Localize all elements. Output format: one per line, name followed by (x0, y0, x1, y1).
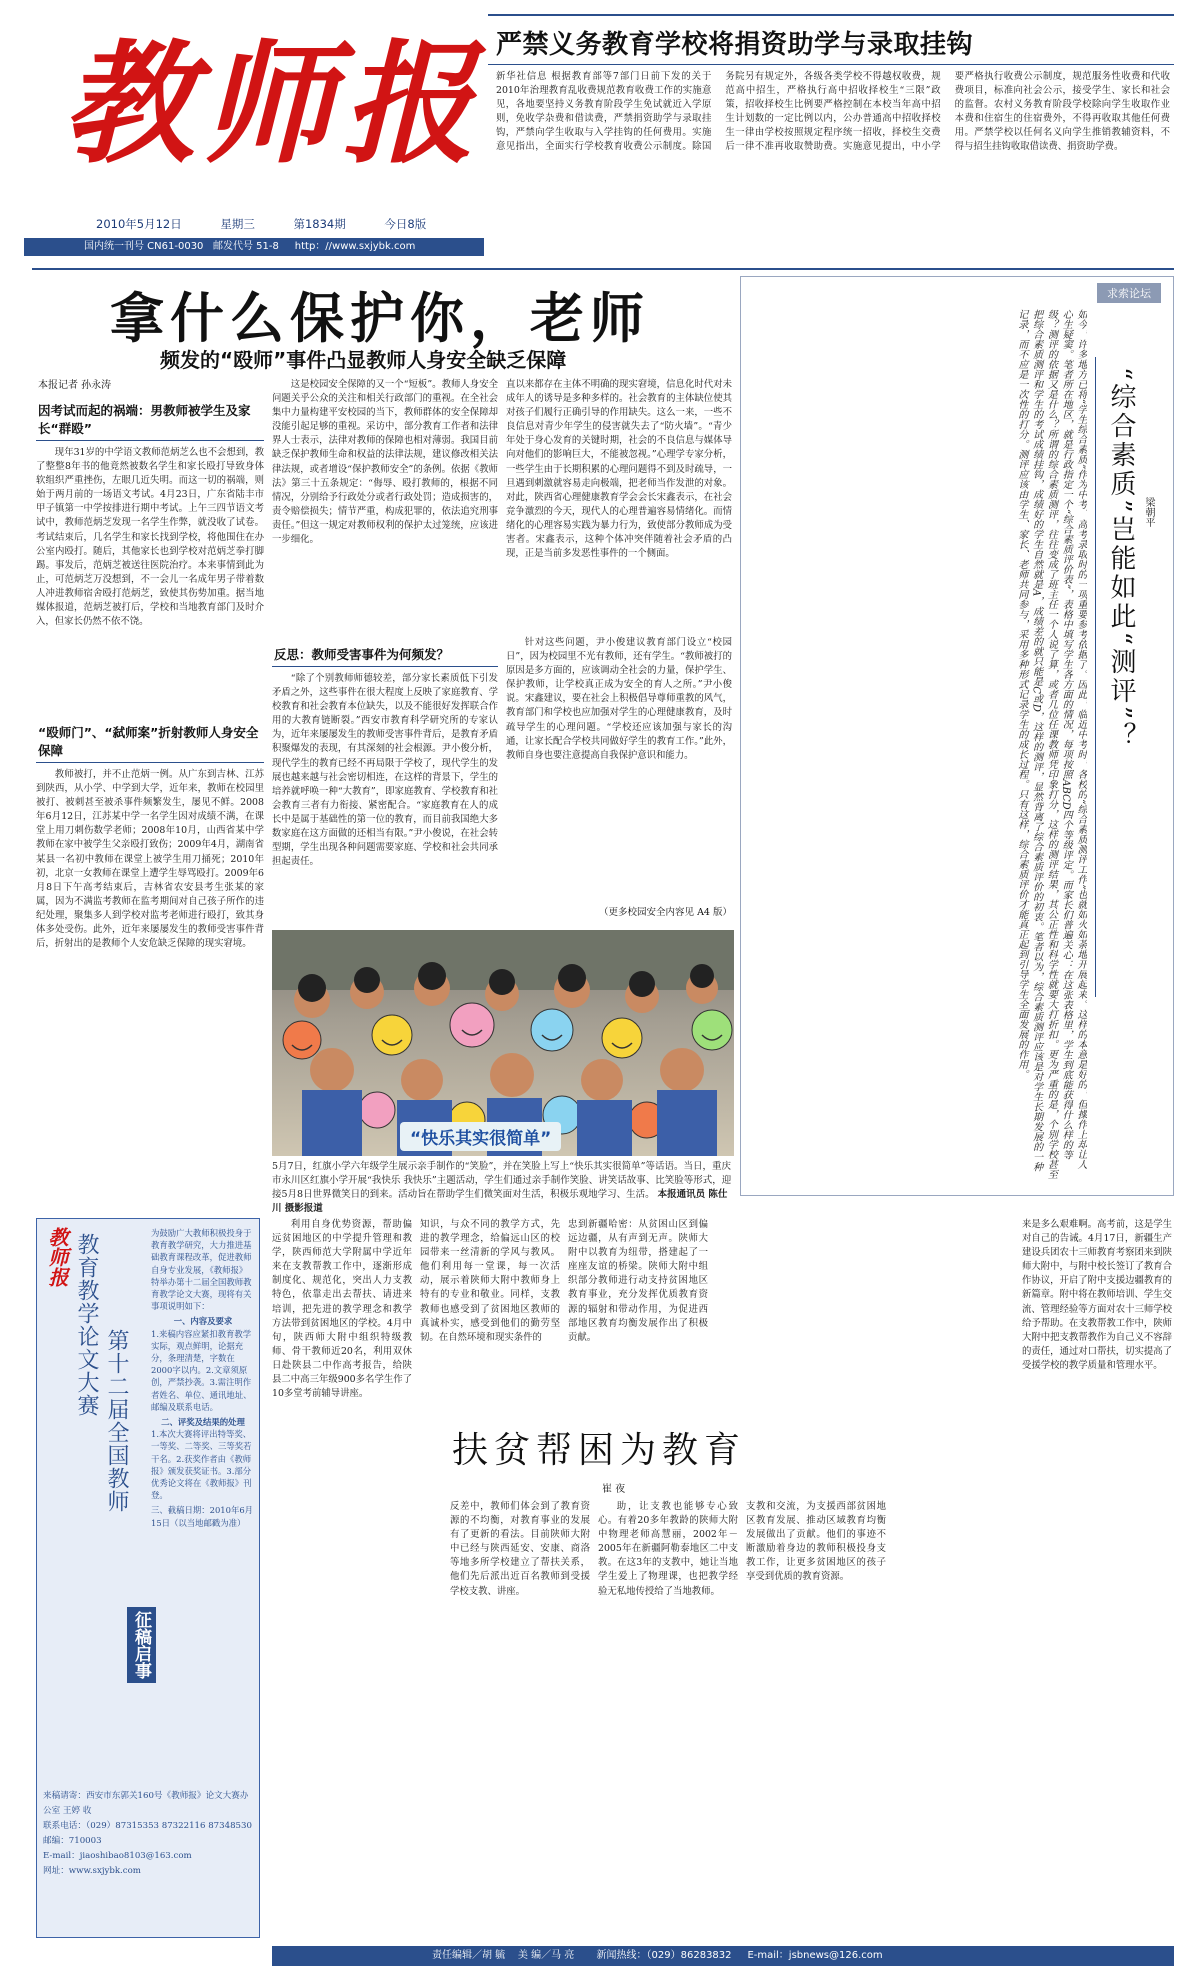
top-news-body: 新华社信息 根据教育部等7部门日前下发的关于2010年治理教育乱收费规范教育收费工作的实施意见，各地要坚持义务教育阶段学生免试就近入学原则，免收学杂费和借读费，严禁捐资助学与录取挂钩，严禁向学生收取与入学挂钩的任何费用。实施意见指出，全面实行学校教育收费公示制度。除国务院另有规定外，各级各类学校不得越权收费，规范高中招生，严格执行高中招收择校生“三限”政策，招收择校生比例要严格控制在本校当年高中招生计划数的一定比例以内，公办普通高中招收择校生一律由学校按照规定程序统一招收，择校生交费后一律不准再收取赞助费。实施意见提出，中小学要严格执行收费公示制度，规范服务性收费和代收费项目，标准向社会公示，接受学生、家长和社会的监督。农村义务教育阶段学校除向学生收取作业本费和住宿生的住宿费外，不得再收取其他任何费用。严禁学校以任何名义向学生推销教辅资料，不得与招生挂钩收取借读费、捐资助学费。 (496, 71, 1170, 153)
main-col-1 (36, 398, 264, 1058)
commentary-author: 梁朝平 (1143, 497, 1154, 527)
website-link[interactable]: http：//www.sxjybk.com (294, 241, 416, 252)
ad-section-1: 一、内容及要求 (173, 1316, 233, 1327)
section-heading-2: “殴师门”、“弑师案”折射教师人身安全保障 (36, 720, 264, 763)
issn: 国内统一刊号 CN61-0030 (84, 241, 204, 252)
ad-body (151, 1227, 255, 1783)
commentary-box (740, 276, 1174, 1196)
essay (272, 1218, 1174, 1938)
ad-email[interactable]: E-mail：jiaoshibao8103@163.com (43, 1851, 192, 1861)
ad-title-col-1: 教育教学论文大赛 (74, 1233, 99, 1417)
col-3-text-2: 针对这些问题，尹小俊建议教育部门设立“校园日”，因为校园里不光有教师，还有学生。“教师被打的原因是多方面的，应该调动全社会的力量，保护学生、保护教师，让学校真正成为安全的育人之所。”尹小俊说。宋鑫建议，要在社会上积极倡导尊师重教的风气，教育部门和学校也应加强对学生的心理健康教育，及时疏导学生的心理问题。“学校还应该加强与家长的沟通，让家长配合学校共同做好学生的教育工作。”此外，教师自身也要注意提高自我保护意识和能力。 (506, 637, 732, 761)
essay-col-1: 利用自身优势资源，帮助偏远贫困地区的中学提升管理和教学，陕西师范大学附属中学近年来在支教帮教工作中，逐渐形成制度化、规范化，突出人力支教特色，依靠走出去帮扶、请进来培训，把先进的教学理念和教学方法带到贫困地区的学校。4月中旬，陕西师大附中组织特级教师、骨干教师近20名，利用双休日赴陕县二中作高考报告，给陕县二中高三年级900多名学生作了10多堂考前辅导讲座。 (272, 1219, 412, 1400)
top-news-rule (488, 14, 1174, 16)
ad-section-3: 三、截稿日期：2010年6月15日（以当地邮戳为准） (151, 1505, 254, 1528)
footer-hotline: 新闻热线：（029）86283832 (596, 1950, 732, 1961)
top-news-headline: 严禁义务教育学校将捐资助学与录取挂钩 (496, 30, 974, 60)
ad-website[interactable]: 网址：www.sxjybk.com (43, 1866, 141, 1876)
ad-section-1-body: 1.来稿内容应紧扣教育教学实际，观点鲜明，论据充分，条理清楚，字数在2000字以内。2.文章须原创，严禁抄袭。3.需注明作者姓名、单位、通讯地址、邮编及联系电话。 (151, 1328, 252, 1412)
photo-sign: “快乐其实很简单” (400, 1122, 561, 1151)
ad-title-col-2: 第十二届全国教师 (104, 1329, 129, 1513)
photo-credit: 本报通讯员 陈仕川 摄影报道 (272, 1189, 728, 1214)
commentary-body: 如今，许多地方已将“学生综合素质”作为中考、高考录取时的一项重要参考依据了。因此，临近中考时，各校的“综合素质测评工作”也就如火如荼地开展起来。这样的本意是好的，但操作上却让人心生疑窦。笔者所在地区，就是行政指定一个“综合素质评价表”，表格中填写学生各方面的情况，每项按照ABCD四个等级评定。而家长们普遍关心：在这张表格里，学生到底能获得什么样的等级？测评的依据又是什么？所谓的综合素质测评，往往变成了班主任一个人说了算，或者几位任课教师凭印象打分，这样的测评结果，其公正性和科学性就要大打折扣。更为严重的是，个别学校甚至把综合素质测评和学生的考试成绩挂钩，成绩好的学生自然就是A，成绩差的就只能是C或D，这样的测评，显然背离了综合素质评价的初衷。笔者以为，综合素质测评应该是对学生长期发展的一种记录，而不应是一次性的打分。测评应该由学生、家长、老师共同参与，采用多种形式记录学生的成长过程。只有这样，综合素质评价才能真正起到引导学生全面发展的作用。 (1015, 309, 1086, 1179)
ad-section-2-body: 1.本次大赛将评出特等奖、一等奖、二等奖、三等奖若干名。2.获奖作者由《教师报》颁发获奖证书。3.部分优秀论文将在《教师报》刊登。 (151, 1429, 252, 1501)
photo-caption (272, 1160, 734, 1216)
essay-col-7: 支教和交流，为支援西部贫困地区教育发展、推动区域教育均衡发展做出了贡献。他们的事迹不断激励着身边的教师积极投身支教工作，让更多贫困地区的孩子享受到优质的教育资源。 (746, 1501, 886, 1583)
section-heading-1: 因考试而起的祸端：男教师被学生及家长“群殴” (36, 398, 264, 441)
essay-col-4: 来是多么艰难啊。高考前，这是学生对自己的告诫。4月17日，新疆生产建设兵团农十三师教育考察团来到陕师大附中，与附中校长签订了教育合作协议，开启了附中支援边疆教育的新篇章。附中将在教师培训、学生交流、管理经验等方面对农十三师学校给予帮助。在支教帮教工作中，陕师大附中把支教帮教作为自己义不容辞的责任，通过对口帮扶，切实提高了受援学校的教学质量和管理水平。 (1022, 1219, 1172, 1371)
footer-email[interactable]: E-mail：jsbnews@126.com (747, 1950, 883, 1961)
col-3-text-1: 直以来都存在主体不明确的现实窘境，信息化时代对未成年人的诱导是多种多样的。社会教育的主体缺位使其对孩子们履行正确引导的作用缺失。这么一来，一些不良信息对青少年学生的侵害就失去了“防火墙”。“青少年处于身心发育的关键时期，社会的不良信息与媒体导向对他们的影响巨大，不能被忽视。”心理学专家分析，一些学生由于长期积累的心理问题得不到及时疏导，一旦遇到刺激就容易走向极端，把老师当作发泄的对象。对此，陕西省心理健康教育学会会长宋鑫表示，在社会竞争激烈的今天，现代人的心理普遍容易情绪化。而情绪化的心理容易实践为暴力行为，致使部分教师成为受害者。宋鑫表示，这种个体冲突伴随着社会矛盾的凸现，正是当前多发恶性事件的一个侧面。 (506, 379, 732, 560)
postal-code: 邮发代号 51-8 (212, 241, 279, 252)
main-byline: 本报记者 孙永涛 (38, 380, 112, 391)
ad-contact (43, 1789, 253, 1879)
main-subheadline: 频发的“殴师”事件凸显教师人身安全缺乏保障 (160, 348, 567, 372)
ad-logo: 教师报 (45, 1227, 69, 1287)
date: 2010年5月12日 (96, 217, 182, 231)
essay-col-3: 忠到新疆哈密：从贫困山区到偏远边疆，从有声到无声。陕师大附中以教育为纽带，搭建起了一座座友谊的桥梁。陕师大附中组织部分教师进行动支持贫困地区教育事业，充分发挥优质教育资源的辐射和带动作用，为促进西部地区教育均衡发展作出了积极贡献。 (568, 1219, 708, 1343)
photo-caption-text: 5月7日，红旗小学六年级学生展示亲手制作的“笑脸”，并在笑脸上写上“快乐其实很简单”等话语。当日，重庆市永川区红旗小学开展“我快乐 我快乐”主题活动，学生们通过亲手制作笑脸、讲笑话故事、比笑脸等形式，迎接5月8日世界微笑日的到来。活动旨在帮助学生们微笑面对生活，积极乐观地学习、生活。 (272, 1161, 732, 1200)
issn-bar (24, 238, 484, 256)
col-2-text-2: “除了个别教师师德较差，部分家长素质低下引发矛盾之外，这些事件在很大程度上反映了家庭教育、学校教育和社会教育本位缺失，以及不能很好发挥联合作用的大教育链断裂。”西安市教育科学研究所的专家认为，近年来屡屡发生的教师受害事件背后，是教育矛盾积聚爆发的表现，有其深刻的社会根源。尹小俊分析，现代学生的教育已经不再局限于学校了，现代学生的发展也越来越与社会密切相连，在这样的背景下，学生的培养就呼唤一种“大教育”，即家庭教育、学校教育和社会教育三者有力衔接、紧密配合。“家庭教育在人的成长中是属于基础性的第一位的教育，而目前我国绝大多数家庭在这方面做的还相当有限。”尹小俊说，在社会转型期，学生出现各种问题需要家庭、学校和社会共同承担起责任。 (272, 673, 498, 868)
ad-section-2: 二、评奖及结果的处理 (161, 1417, 245, 1428)
continued-note: （更多校园安全内容见 A4 版） (599, 907, 732, 918)
news-photo (272, 930, 734, 1156)
top-news (488, 18, 1174, 264)
main-col-3 (506, 378, 732, 923)
commentary-title-rule (1095, 357, 1096, 997)
main-col-2 (272, 378, 498, 923)
col-2-text-1: 这是校园安全保障的又一个“短板”。教师人身安全问题关乎公众的关注和相关行政部门的重视。在全社会集中力量构建平安校园的当下，教师群体的安全保障却没能引起足够的重视。采访中，部分教育工作者和法律界人士表示，法律对教师的保障也相对薄弱。我国目前缺乏保护教师生命和权益的法律法规，建议修改相关法律法规，或者增设“保护教师安全”的条例。依据《教师法》第三十五条规定：“侮辱、殴打教师的，根据不同情况，分别给予行政处分或者行政处罚；造成损害的，责令赔偿损失；情节严重，构成犯罪的，依法追究刑事责任。”但这一规定对教师权利的保护太过笼统，应该进一步细化。 (272, 379, 498, 546)
footer-bar (272, 1946, 1174, 1966)
ad-address: 来稿请寄：西安市东郭关160号《教师报》论文大赛办公室 王婷 收 (43, 1791, 249, 1816)
top-news-headline-rule (488, 64, 1174, 65)
top-rule (32, 268, 1174, 270)
footer-art: 美 编／马 亮 (517, 1950, 575, 1961)
commentary-title: “综合素质”岂能如此“测评”？ (1106, 367, 1136, 752)
main-headline: 拿什么保护你，老师 (110, 287, 650, 350)
weekday: 星期三 (220, 217, 255, 231)
col-1-text-2: 教师被打，并不止范炳一例。从广东到吉林、江苏到陕西，从小学、中学到大学，近年来，教师在校园里被打、被刺甚至被杀事件频繁发生，屡见不鲜。2008年6月12日，江苏某中学一名学生因对成绩不满，在课堂上用刀刺伤数学老师；2008年10月，山西省某中学教师在家中被学生父亲殴打致伤；2009年4月，湖南省某县一名初中教师在课堂上被学生用刀捅死；2010年初，北京一女教师在课堂上遭学生辱骂殴打。2009年6月8日下午高考结束后，吉林省农安县考生张某的家属，因为不满监考教师在监考期间对自己孩子所作的违纪处理，聚集多人到学校对监考老师进行殴打，致其身体多处受伤。此外，近年来屡屡发生的教师受害事件背后，折射出的是教师个人安危缺乏保障的现实窘境。 (36, 769, 264, 950)
commentary-label: 求索论坛 (1097, 283, 1161, 303)
ad-intro: 为鼓励广大教师积极投身于教育教学研究，大力推进基础教育课程改革，促进教师自身专业发展，《教师报》特举办第十二届全国教师教育教学论文大赛，现将有关事项说明如下： (151, 1228, 252, 1312)
masthead-title: 教师报 (62, 27, 482, 182)
ad-phone: 联系电话：（029）87315353 87322116 87348530 (43, 1821, 252, 1831)
col-1-text-1: 现年31岁的中学语文教师范炳芝么也不会想到，教了整整8年书的他竟然被数名学生和家长殴打导致身体软组织严重挫伤，左眼几近失明。而这一切的祸端，则始于两月前的一场语文考试。4月23日，广东省陆丰市甲子镇第一中学按排进行期中考试。上午三四节语文考试中，教师范炳芝发现一名学生作弊，就没收了试卷。考试结束后，几名学生和家长找到学校，将他围住在办公室内殴打。随后，其他家长也到学校对范炳芝拳打脚踢。事发后，范炳芝被送往医院治疗。本来事情到此为止，可范炳芝万没想到，不一会儿一名成年男子带着数人冲进教师宿舍殴打范炳芝，致使其伤势加重。据当地媒体报道，范炳芝被打后，学校和当地教育部门及时介入，但家长仍然不依不饶。 (36, 447, 264, 628)
ad-title-col-3: 征稿启事 (127, 1607, 156, 1683)
footer-editor: 责任编辑／胡 毓 (432, 1950, 506, 1961)
essay-title: 扶贫帮困为教育 (452, 1430, 747, 1471)
date-line (96, 216, 426, 232)
section-heading-3: 反思：教师受害事件为何频发？ (272, 642, 498, 667)
essay-col-6: 助，让支教也能够专心致心。有着20多年教龄的陕师大附中物理老师高慧丽，2002年－2005年在新疆阿勒泰地区二中支教。在这3年的支教中，她让当地学生爱上了物理课，也把教学经验无私地传授给了当地教师。 (598, 1501, 738, 1597)
contest-ad (36, 1218, 260, 1938)
issue-no: 第1834期 (293, 217, 346, 231)
essay-col-2: 知识，与众不同的教学方式，先进的教学理念，给偏远山区的校园带来一丝清新的学风与教风。他们利用每一堂课，每一次活动，展示着陕师大附中教师身上特有的专业和敬业。同样，支教教师也感受到了贫困地区教师的真诚朴实，感受到他们的勤劳坚韧。在自然环境和现实条件的 (420, 1219, 560, 1343)
masthead (32, 0, 482, 260)
page-count: 今日8版 (384, 217, 427, 231)
ad-postcode: 邮编：710003 (43, 1836, 102, 1846)
essay-col-5: 反差中，教师们体会到了教育资源的不均衡，对教育事业的发展有了更新的看法。目前陕师大附中已经与陕西延安、安康、商洛等地多所学校建立了帮扶关系，他们先后派出近百名教师到受援学校支教、讲座。 (450, 1501, 590, 1597)
essay-author: 崔 夜 (602, 1484, 626, 1495)
